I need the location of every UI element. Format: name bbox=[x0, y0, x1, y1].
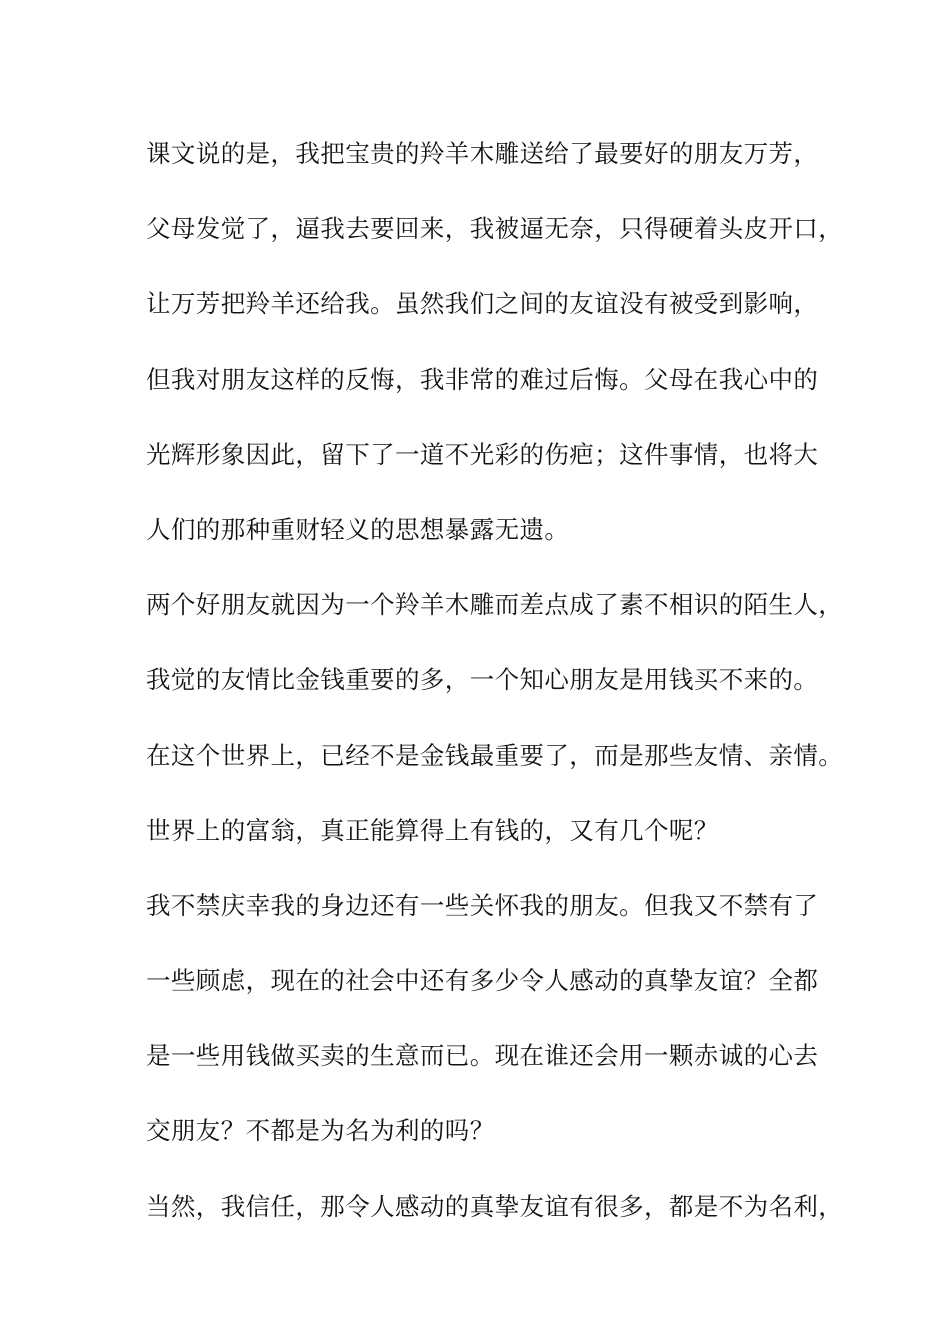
text-line: 但我对朋友这样的反悔，我非常的难过后悔。父母在我心中的 bbox=[146, 364, 819, 394]
text-line: 在这个世界上，已经不是金钱最重要了，而是那些友情、亲情。 bbox=[146, 740, 844, 770]
text-line: 世界上的富翁，真正能算得上有钱的，又有几个呢？ bbox=[146, 815, 719, 845]
text-line: 父母发觉了，逼我去要回来，我被逼无奈，只得硬着头皮开口， bbox=[146, 214, 844, 244]
text-line: 交朋友？不都是为名为利的吗？ bbox=[146, 1116, 495, 1146]
text-line: 当然，我信任，那令人感动的真挚友谊有很多，都是不为名利， bbox=[146, 1191, 844, 1221]
text-line: 课文说的是，我把宝贵的羚羊木雕送给了最要好的朋友万芳， bbox=[146, 139, 819, 168]
body-text bbox=[146, 128, 844, 1256]
text-line: 是一些用钱做买卖的生意而已。现在谁还会用一颗赤诚的心去 bbox=[146, 1041, 819, 1071]
text-line: 我不禁庆幸我的身边还有一些关怀我的朋友。但我又不禁有了 bbox=[146, 890, 819, 920]
text-line: 光辉形象因此，留下了一道不光彩的伤疤；这件事情，也将大 bbox=[146, 439, 819, 469]
text-line: 两个好朋友就因为一个羚羊木雕而差点成了素不相识的陌生人， bbox=[146, 590, 844, 620]
text-line: 我觉的友情比金钱重要的多，一个知心朋友是用钱买不来的。 bbox=[146, 665, 819, 695]
text-line: 人们的那种重财轻义的思想暴露无遗。 bbox=[146, 514, 570, 544]
text-line: 一些顾虑，现在的社会中还有多少令人感动的真挚友谊？全都 bbox=[146, 966, 819, 996]
text-line: 让万芳把羚羊还给我。虽然我们之间的友谊没有被受到影响， bbox=[146, 289, 819, 319]
